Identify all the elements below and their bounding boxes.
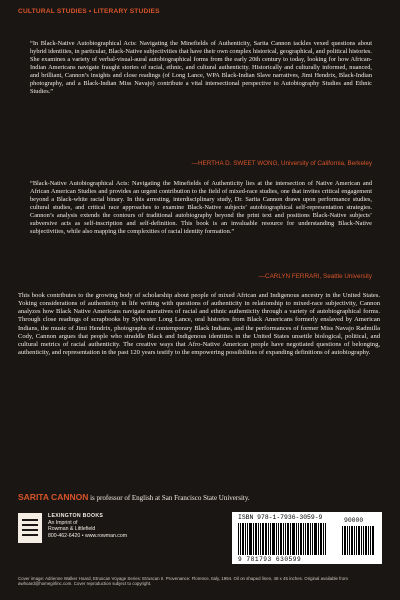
publisher-info (48, 513, 127, 539)
author-bio (18, 492, 388, 502)
author-bio-text: is professor of English at San Francisco State University. (88, 494, 250, 502)
addon-barcode-bars (342, 526, 376, 555)
publisher-imprint-line: An Imprint of (48, 519, 78, 526)
author-name: SARITA CANNON (18, 492, 89, 502)
publisher-contact: 800-462-6420 • www.rowman.com (48, 532, 128, 539)
barcode-digits: 9 781793 630599 (238, 556, 302, 563)
isbn-text: ISBN 978-1-7936-3059-9 (238, 514, 323, 521)
barcode (232, 512, 382, 564)
cover-credits: Cover image: Adrienne Walker Hoard, Etruscan Voyage Series: Etruscan II. Provenance: Florence, Italy, 1994. Oil on shaped linen, 48 x 45 inches. Original available from awhoard@homegirlinc.com. Cover reproduction subject to copyright. (18, 576, 348, 587)
review-attribution-2: —CARLYN FERRARI, Seattle University (258, 273, 372, 280)
book-description: This book contributes to the growing body of scholarship about people of mixed African and Indigenous ancestry in the United States. Yoking considerations of authenticity in life writing with questions of authenticity in relationship to mixed-race subjectivity, Cannon analyzes how Black Native Americans navigate narratives of racial and ethnic authenticity through a variety of autobiographical forms. Through close readings of scrapbooks by Sylvester Long Lance, oral histories from Black Americans formerly enslaved by American Indians, the music of Jimi Hendrix, photographs of contemporary Black Indians, and the performances of former Miss Navajo Radmilla Cody, Cannon argues that people who straddle Black and Indigenous identities in the United States unsettle biological, political, and cultural metrics of racial authenticity. The creative ways that Afro-Native American people have negotiated questions of belonging, authenticity, and representation in the past 120 years testify to the empowering possibilities of expanding definitions of autobiography. (18, 292, 380, 357)
publisher-logo (18, 513, 42, 543)
barcode-bars (238, 523, 336, 555)
publisher-parent: Rowman & Littlefield (48, 526, 96, 533)
review-quote-1: “In Black-Native Autobiographical Acts: Navigating the Minefields of Authenticity, Sarita Cannon tackles vexed questions about hybrid identities, in particular, Black-Native subjectivities that have their own complex historical, geographical, and political histories. She examines a variety of verbal-visual-aural autobiographical forms from the early 20th century to today, looking for how African-Indian Americans navigate fraught stories of racial, ethnic, and cultural authenticity. Historically and culturally informed, nuanced, and brilliant, Cannon’s insights and close readings (of Long Lance, WPA Black-Indian Slave narratives, Jimi Hendrix, Black-Indian photography, and a Black-Indian Miss Navajo) contribute a vital intersectional perspective to Autobiography Studies and Ethnic Studies.” (30, 40, 372, 96)
review-quote-2: “Black-Native Autobiographical Acts: Navigating the Minefields of Authenticity lies at the intersection of Native American and African American Studies and provides an urgent contribution to the field of mixed-race studies, one that invites critical engagement beyond a Black-white racial binary. In this arresting, interdisciplinary study, Dr. Sarita Cannon draws upon performance studies, cultural studies, and critical race approaches to examine Black-Native subjects’ autobiographical self-representation strategies. Cannon’s analysis extends the contours of traditional autobiography beyond the print text and positions Black-Native subjects’ subversive acts as self-inscription and self-definition. This book is an invaluable resource for understanding Black-Native subjectivities, while also mapping the complexities of racial identity formation.” (30, 180, 372, 236)
price-code: 90000 (344, 517, 364, 524)
publisher-name: LEXINGTON BOOKS (48, 513, 104, 519)
category-label: CULTURAL STUDIES • LITERARY STUDIES (18, 8, 160, 15)
review-attribution-1: —HERTHA D. SWEET WONG, University of California, Berkeley (191, 160, 372, 167)
